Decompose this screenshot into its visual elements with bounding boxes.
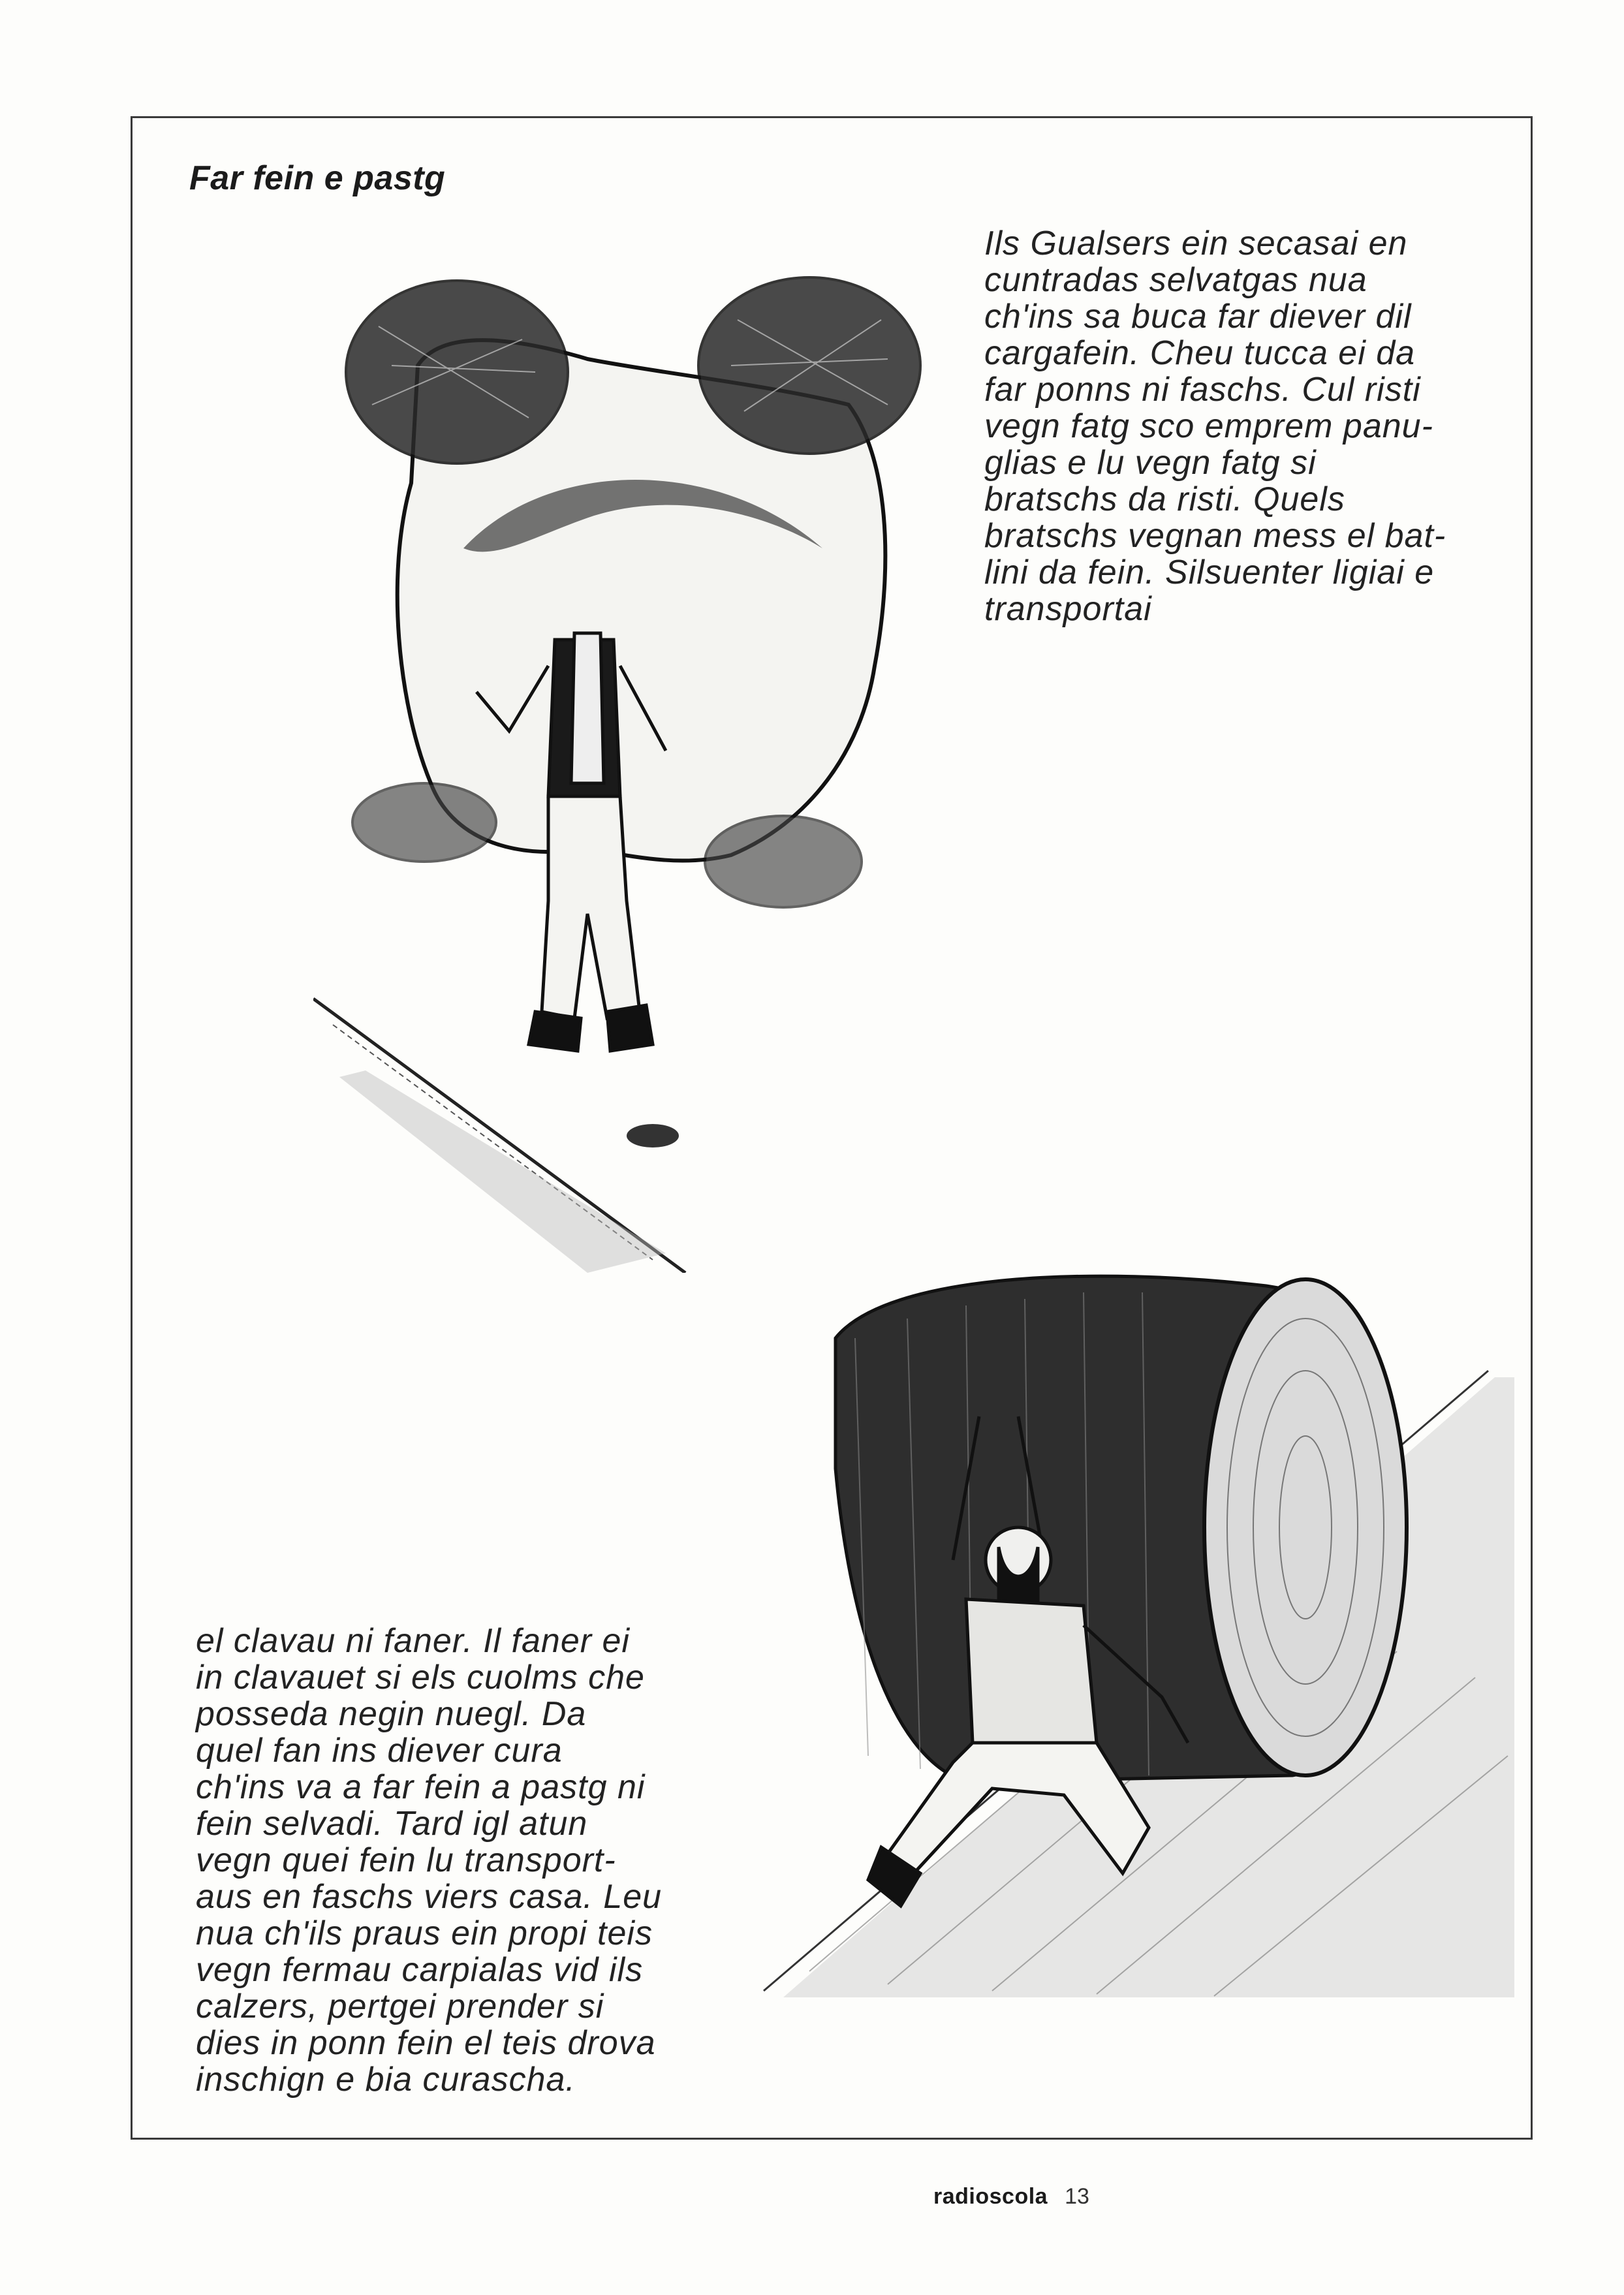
publication-name: radioscola [933, 2184, 1048, 2209]
closing-paragraph: el clavau ni faner. Il faner ei in clavauet si els cuolms che posseda negin nuegl. Da quel fan ins diever cura ch'ins va a far fein a pastg ni fein selvadi. Tard igl atun vegn quei fein lu transport- aus en faschs viers casa. Leu nua ch'ils praus ein propi teis vegn fermau carpialas vid ils calzers, pertgei prender si dies in ponn fein el teis drova inschign e bia curascha. [196, 1622, 663, 2099]
page-title: Far fein e pastg [189, 159, 446, 197]
hay-bale-hauler-illustration [757, 1221, 1514, 1997]
page-footer [933, 2184, 1089, 2209]
intro-paragraph: Ils Gualsers ein secasai en cuntradas selvatgas nua ch'ins sa buca far diever dil cargafein. Cheu tucca ei da far ponns ni faschs. Cul risti vegn fatg sco emprem panu- glias e lu vegn fatg si bratschs da risti. Quels bratschs vegnan mess el bat- lini da fein. Silsuenter ligiai e transportai [984, 225, 1446, 628]
page-number: 13 [1065, 2184, 1089, 2209]
hay-bundle-carrier-illustration [313, 209, 1038, 1273]
